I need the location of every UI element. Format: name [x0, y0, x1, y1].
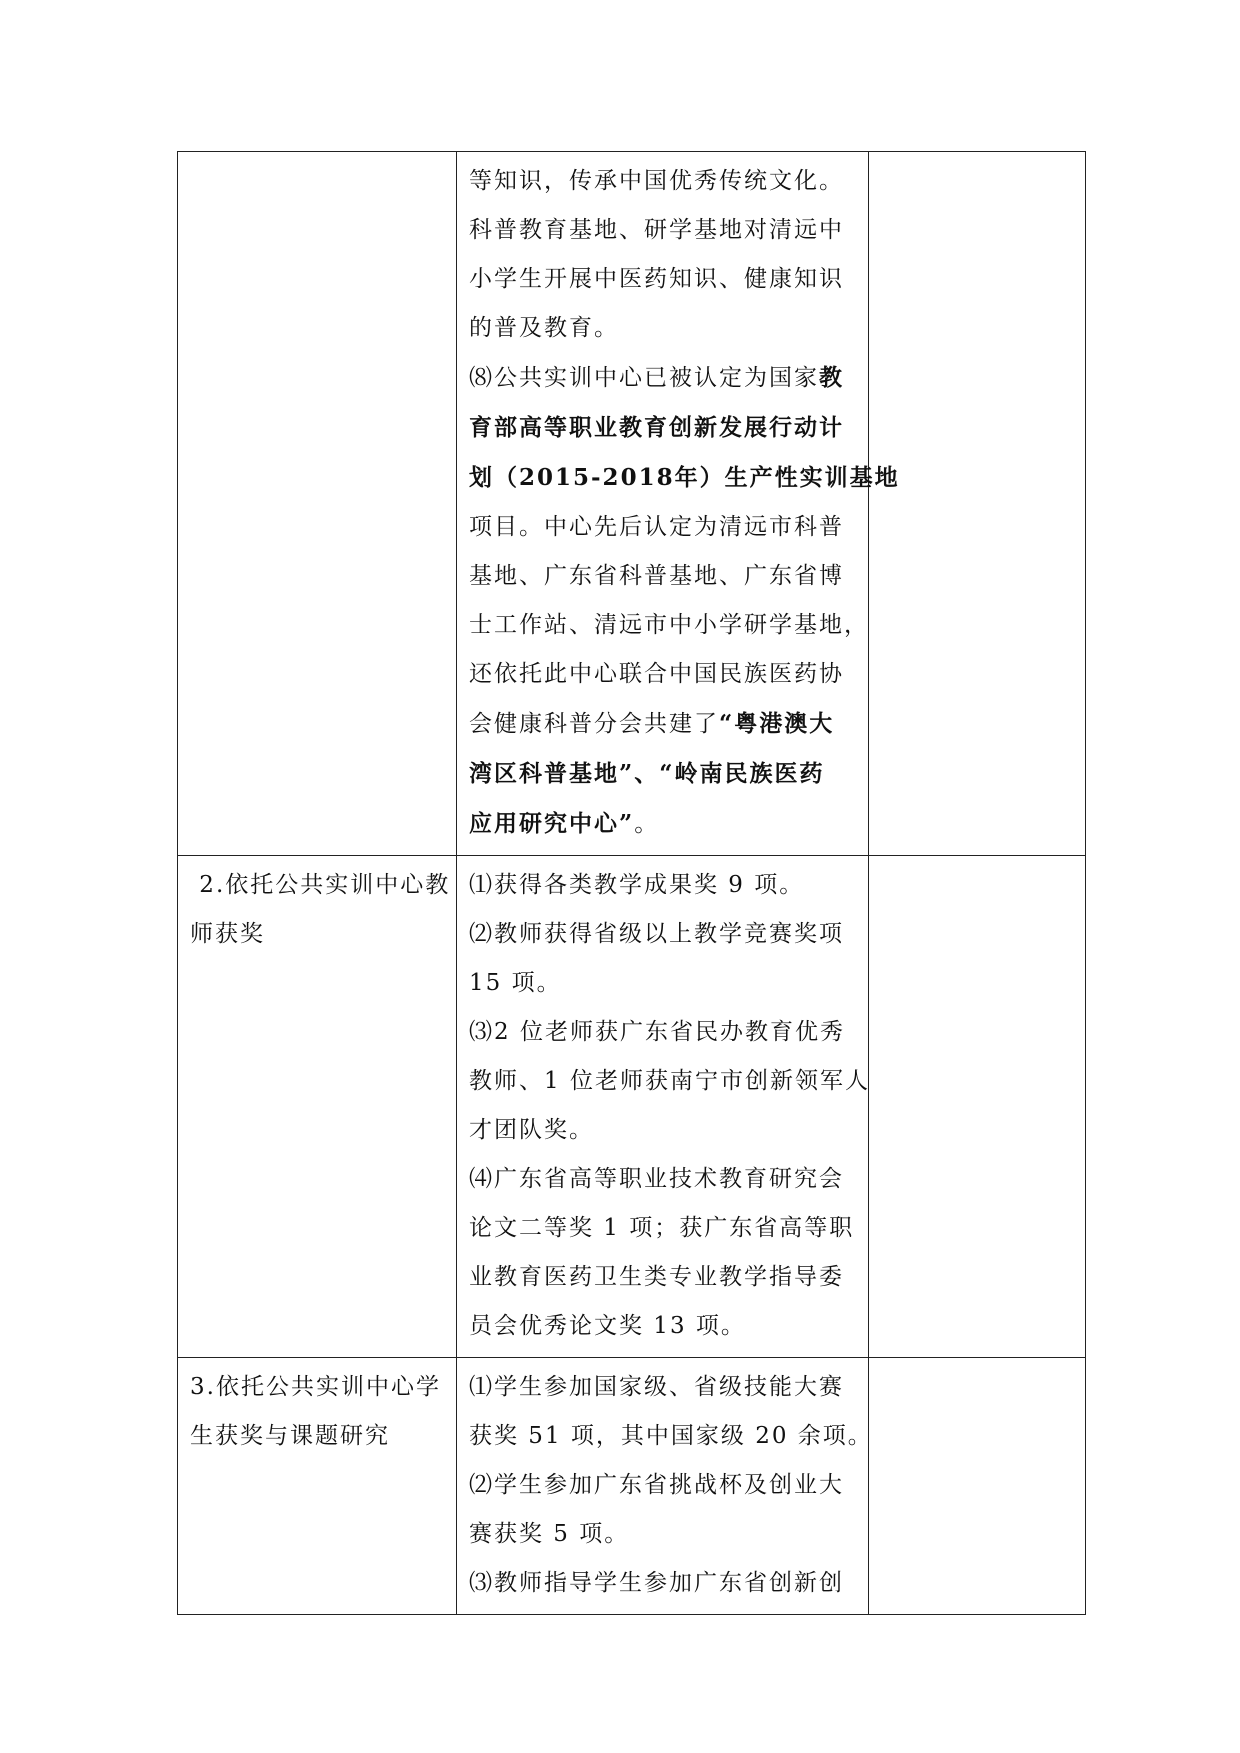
- text-segment: ⑷广东省高等职业技术教育研究会: [469, 1166, 844, 1192]
- text-segment: 教师、1 位老师获南宁市创新领军人: [469, 1068, 870, 1094]
- row1-text-line: [469, 650, 858, 699]
- row1-right-cell: [869, 152, 1086, 856]
- bold-text-segment: 育部高等职业教育创新发展行动计: [469, 414, 844, 441]
- row1-text-line: [469, 353, 858, 403]
- text-segment: ⑶2 位老师获广东省民办教育优秀: [469, 1019, 845, 1045]
- row2-left-cell: [178, 856, 457, 1358]
- row1-left-cell: [178, 152, 457, 856]
- row1-text-line: [469, 749, 858, 799]
- row3-title: [178, 1358, 456, 1467]
- table-row: [178, 152, 1086, 856]
- text-segment: ⑴获得各类教学成果奖 9 项。: [469, 872, 805, 898]
- row3-left-cell: [178, 1358, 457, 1615]
- row1-text-line: [469, 403, 858, 453]
- row2-text-line: [469, 1057, 870, 1106]
- bold-text-segment: 教: [819, 364, 844, 391]
- row2-text-line: [469, 1106, 858, 1155]
- text-segment: 还依托此中心联合中国民族医药协: [469, 661, 844, 687]
- text-segment: 科普教育基地、研学基地对清远中: [469, 217, 844, 243]
- text-segment: 赛获奖 5 项。: [469, 1521, 630, 1547]
- row3-text-line: [469, 1559, 858, 1608]
- text-segment: ⑵教师获得省级以上教学竞赛奖项: [469, 921, 844, 947]
- text-segment: 项目。中心先后认定为清远市科普: [469, 514, 844, 540]
- row1-text-line: [469, 453, 900, 503]
- row2-text-line: [469, 1253, 858, 1302]
- row1-text-line: [469, 157, 858, 206]
- row1-text-line: [469, 304, 858, 353]
- text-segment: 业教育医药卫生类专业教学指导委: [469, 1264, 844, 1290]
- row2-text-line: [469, 1155, 858, 1204]
- text-segment: 会健康科普分会共建了: [469, 711, 719, 737]
- row3-title-line-2: 生获奖与课题研究: [190, 1423, 390, 1449]
- row3-text-line: [469, 1510, 858, 1559]
- text-segment: 基地、广东省科普基地、广东省博: [469, 563, 844, 589]
- text-segment: 员会优秀论文奖 13 项。: [469, 1313, 746, 1339]
- text-segment: 15 项。: [469, 970, 562, 996]
- text-segment: ⑶教师指导学生参加广东省创新创: [469, 1570, 844, 1596]
- row2-content-cell: [457, 856, 869, 1358]
- bold-text-segment: “粤港澳大: [719, 710, 835, 737]
- row1-text-line: [469, 206, 858, 255]
- table-row: [178, 856, 1086, 1358]
- row1-text-line: [469, 503, 858, 552]
- row3-text-line: [469, 1412, 873, 1461]
- row2-text-line: [469, 1008, 858, 1057]
- row2-content-lines: [457, 856, 868, 1357]
- row1-text-line: [469, 699, 858, 749]
- text-segment: 论文二等奖 1 项；获广东省高等职: [469, 1215, 855, 1241]
- text-segment: ⑴学生参加国家级、省级技能大赛: [469, 1374, 844, 1400]
- text-segment: 才团队奖。: [469, 1117, 594, 1143]
- text-segment: 的普及教育。: [469, 315, 619, 341]
- row3-text-line: [469, 1461, 858, 1510]
- row3-content-lines: [457, 1358, 873, 1614]
- row1-content-lines: [457, 152, 900, 855]
- row2-title-line-2: 师获奖: [190, 921, 265, 947]
- text-segment: ⑵学生参加广东省挑战杯及创业大: [469, 1472, 844, 1498]
- text-segment: 获奖 51 项，其中国家级 20 余项。: [469, 1423, 873, 1449]
- row1-content-cell: [457, 152, 900, 856]
- row2-text-line: [469, 959, 858, 1008]
- text-segment: 等知识，传承中国优秀传统文化。: [469, 168, 844, 194]
- table-row: [178, 1358, 1086, 1615]
- text-segment: 小学生开展中医药知识、健康知识: [469, 266, 844, 292]
- row1-text-line: [469, 255, 858, 304]
- row3-title-line-1: 3.依托公共实训中心学: [190, 1374, 441, 1400]
- text-segment: ⑻公共实训中心已被认定为国家: [469, 365, 819, 391]
- row2-text-line: [469, 1302, 858, 1351]
- content-table: [177, 151, 1086, 1615]
- row1-text-line: [469, 601, 869, 650]
- row2-text-line: [469, 910, 858, 959]
- bold-text-segment: 应用研究中心”: [469, 810, 635, 837]
- row2-text-line: [469, 1204, 858, 1253]
- row2-title: [178, 856, 456, 965]
- row3-right-cell: [869, 1358, 1086, 1615]
- row2-right-cell: [869, 856, 1086, 1358]
- row3-content-cell: [457, 1358, 873, 1615]
- text-segment: 士工作站、清远市中小学研学基地，: [469, 612, 869, 638]
- bold-text-segment: 湾区科普基地”、“岭南民族医药: [469, 760, 825, 787]
- row1-text-line: [469, 552, 858, 601]
- row2-text-line: [469, 861, 858, 910]
- row3-text-line: [469, 1363, 858, 1412]
- row2-title-line-1: 2.依托公共实训中心教: [190, 872, 451, 898]
- bold-text-segment: 划（2015-2018年）生产性实训基地: [469, 464, 900, 491]
- row1-text-line: [469, 799, 858, 849]
- text-segment: 。: [634, 811, 660, 837]
